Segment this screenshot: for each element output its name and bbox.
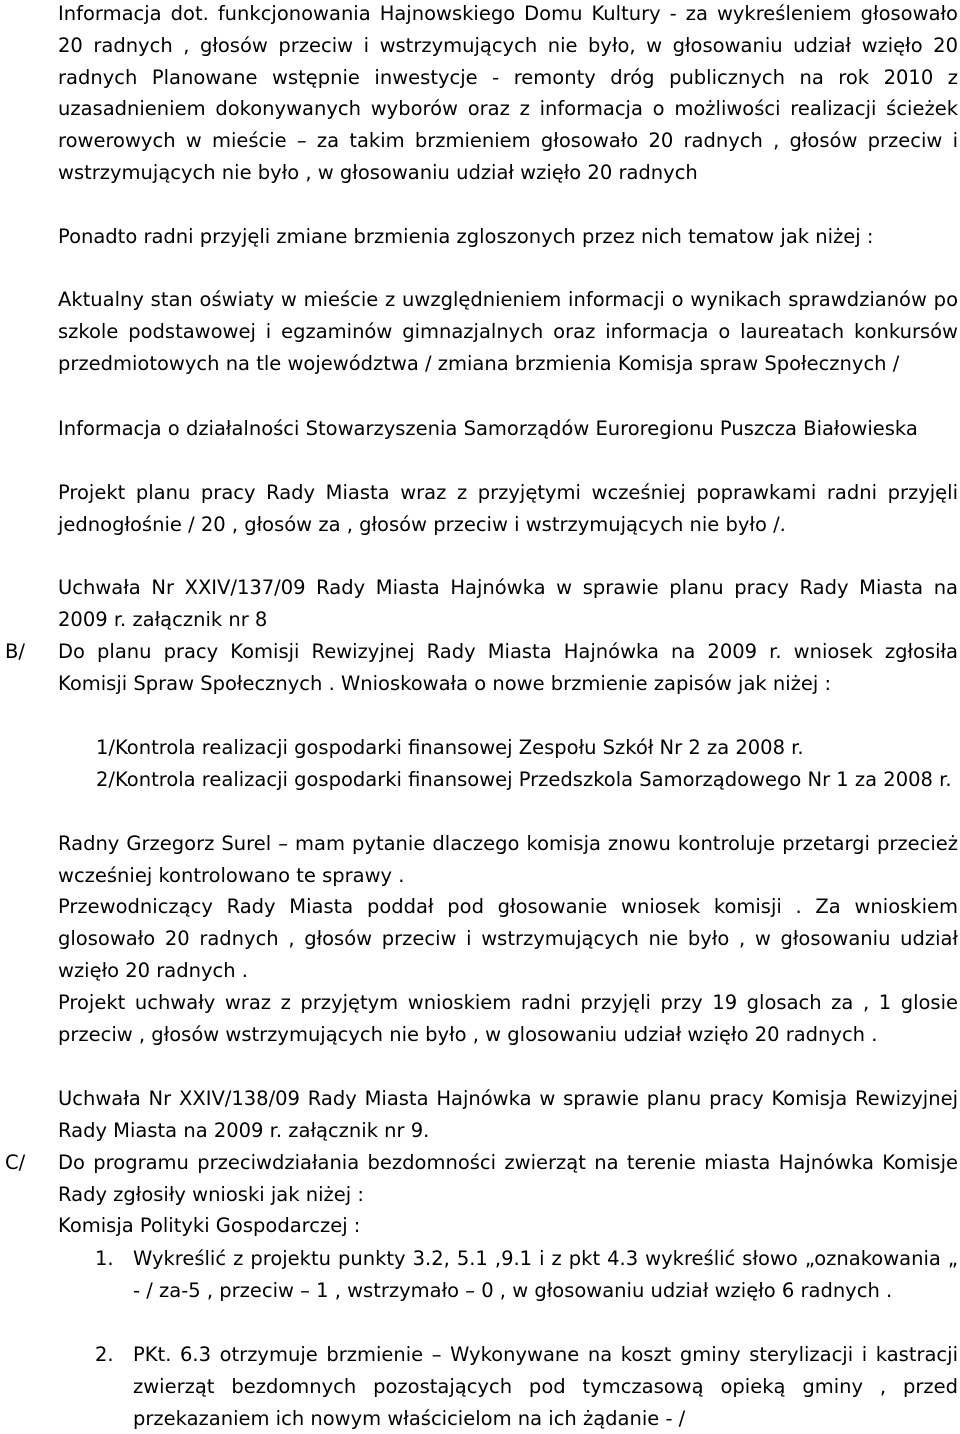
paragraph-vote-motion: Przewodniczący Rady Miasta poddał pod głosowanie wniosek komisji . Za wnioskiem glosowało 20 radnych , głosów przeciw i wstrzymujących nie było , w głosowaniu udział wzięło 20 radnych . <box>58 895 958 982</box>
paragraph-hdk-info: Informacja dot. funkcjonowania Hajnowskiego Domu Kultury - za wykreśleniem głosowało 20 radnych , głosów przeciw i wstrzymujących nie było, w głosowaniu udział wzięło 20 radnych Planowane wstępnie inwestycje - remonty dróg publicznych na rok 2010 z uzasadnieniem dokonywanych wyborów oraz z informacja o możliwości realizacji ścieżek rowerowych w mieście – za takim brzmieniem głosowało 20 radnych , głosów przeciw i wstrzymujących nie było , w głosowaniu udział wzięło 20 radnych <box>58 2 958 184</box>
audit-item-2: 2/Kontrola realizacji gospodarki finansowej Przedszkola Samorządowego Nr 1 za 2008 r. <box>96 768 952 791</box>
paragraph-surel-question: Radny Grzegorz Surel – mam pytanie dlaczego komisja znowu kontroluje przetargi przecież wcześniej kontrolowano te sprawy . <box>58 832 958 887</box>
paragraph-education-status: Aktualny stan oświaty w mieście z uwzględnieniem informacji o wynikach sprawdzianów po szkole podstawowej i egzaminów gimnazjalnych oraz informacja o laureatach konkursów przedmiotowych na tle województwa / zmiana brzmienia Komisja spraw Społecznych / <box>58 288 958 375</box>
paragraph-euroregion-info: Informacja o działalności Stowarzyszenia Samorządów Euroregionu Puszcza Białowieska <box>58 417 918 440</box>
paragraph-resolution-vote: Projekt uchwały wraz z przyjętym wnioskiem radni przyjęli przy 19 glosach za , 1 glosie przeciw , głosów wstrzymujących nie było , w glosowaniu udział wzięło 20 radnych . <box>58 991 958 1046</box>
list-item-number-2: 2. <box>95 1343 114 1366</box>
paragraph-commission-title: Komisja Polityki Gospodarczej : <box>58 1214 361 1237</box>
list-item-1: Wykreślić z projektu punkty 3.2, 5.1 ,9.1 i z pkt 4.3 wykreślić słowo „oznakowania „ - / za-5 , przeciw – 1 , wstrzymało – 0 , w głosowaniu udział wzięło 6 radnych . <box>133 1247 958 1302</box>
section-marker-c: C/ <box>5 1151 26 1174</box>
paragraph-resolution-137: Uchwała Nr XXIV/137/09 Rady Miasta Hajnówka w sprawie planu pracy Rady Miasta na 2009 r. załącznik nr 8 <box>58 576 958 631</box>
paragraph-topics-change: Ponadto radni przyjęli zmiane brzmienia zgloszonych przez nich tematow jak niżej : <box>58 225 874 248</box>
audit-item-1: 1/Kontrola realizacji gospodarki finansowej Zespołu Szkół Nr 2 za 2008 r. <box>96 736 804 759</box>
list-item-2: PKt. 6.3 otrzymuje brzmienie – Wykonywane na koszt gminy sterylizacji i kastracji zwierząt bezdomnych pozostających pod tymczasową opieką gminy , przed przekazaniem ich nowym właścicielom na ich żądanie - / <box>133 1343 958 1430</box>
section-marker-b: B/ <box>5 640 25 663</box>
list-item-number-1: 1. <box>95 1247 114 1270</box>
paragraph-work-plan: Projekt planu pracy Rady Miasta wraz z przyjętymi wcześniej poprawkami radni przyjęli jednogłośnie / 20 , głosów za , głosów przeciw i wstrzymujących nie było /. <box>58 481 958 536</box>
paragraph-audit-plan: Do planu pracy Komisji Rewizyjnej Rady Miasta Hajnówka na 2009 r. wniosek zgłosiła Komisji Spraw Społecznych . Wnioskowała o nowe brzmienie zapisów jak niżej : <box>58 640 958 695</box>
paragraph-resolution-138: Uchwała Nr XXIV/138/09 Rady Miasta Hajnówka w sprawie planu pracy Komisja Rewizyjnej Rady Miasta na 2009 r. załącznik nr 9. <box>58 1087 958 1142</box>
paragraph-homeless-animals: Do programu przeciwdziałania bezdomności zwierząt na terenie miasta Hajnówka Komisje Rady zgłosiły wnioski jak niżej : <box>58 1151 958 1206</box>
